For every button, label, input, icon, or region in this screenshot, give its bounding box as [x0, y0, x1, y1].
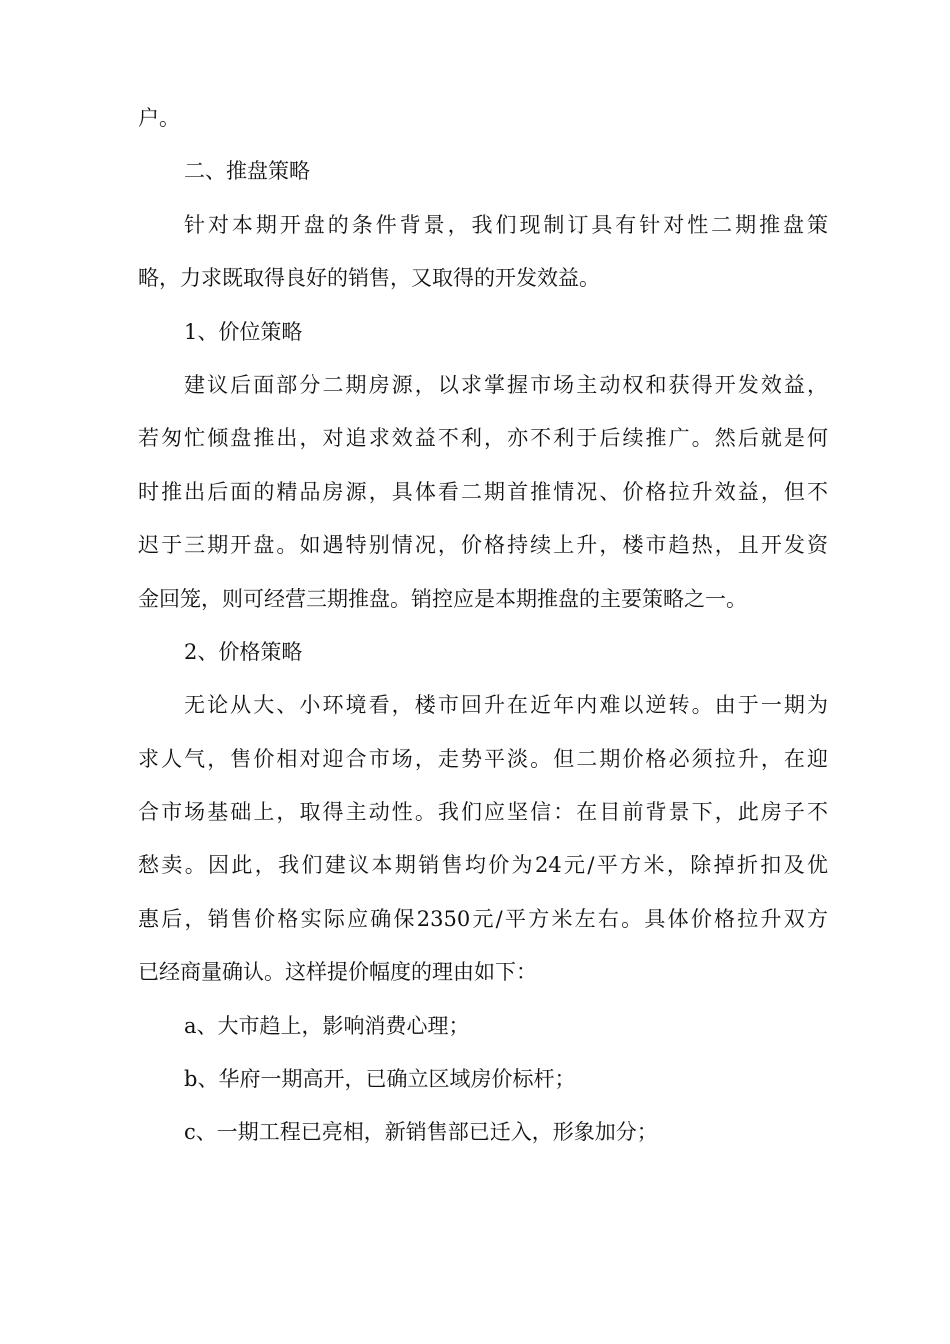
text-line-4: 略，力求既取得良好的销售，又取得的开发效益。: [138, 266, 600, 291]
text-line-10: 金回笼，则可经营三期推盘。销控应是本期推盘的主要策略之一。: [138, 586, 747, 611]
text-line-6: 建议后面部分二期房源，以求掌握市场主动权和获得开发效益，: [184, 372, 828, 397]
text-line-13: 求人气，售价相对迎合市场，走势平淡。但二期价格必须拉升，在迎: [138, 746, 828, 771]
list-item-c: c、一期工程已亮相，新销售部已迁入，形象加分；: [184, 1120, 658, 1145]
text-line-3: 针对本期开盘的条件背景，我们现制订具有针对性二期推盘策: [184, 212, 828, 237]
section-heading-push-strategy: 二、推盘策略: [184, 159, 310, 184]
text-line-9: 迟于三期开盘。如遇特别情况，价格持续上升，楼市趋热，且开发资: [138, 533, 828, 558]
text-line-16: 惠后，销售价格实际应确保2350元/平方米左右。具体价格拉升双方: [138, 906, 828, 931]
text-line-7: 若匆忙倾盘推出，对追求效益不利，亦不利于后续推广。然后就是何: [138, 426, 828, 451]
text-line-1: 户。: [138, 106, 180, 130]
subheading-price-position-strategy: 1、价位策略: [184, 319, 303, 344]
list-item-a: a、大市趋上，影响消费心理；: [184, 1013, 470, 1038]
document-body: [138, 92, 828, 1160]
text-line-15: 愁卖。因此，我们建议本期销售均价为24元/平方米，除掉折扣及优: [138, 853, 828, 878]
list-item-b: b、华府一期高开，已确立区域房价标杆；: [184, 1067, 576, 1092]
text-line-14: 合市场基础上，取得主动性。我们应坚信：在目前背景下，此房子不: [138, 800, 828, 825]
text-line-8: 时推出后面的精品房源，具体看二期首推情况、价格拉升效益，但不: [138, 479, 828, 504]
text-line-12: 无论从大、小环境看，楼市回升在近年内难以逆转。由于一期为: [184, 693, 828, 718]
text-line-17: 已经商量确认。这样提价幅度的理由如下：: [138, 960, 537, 985]
subheading-price-strategy: 2、价格策略: [184, 639, 303, 664]
